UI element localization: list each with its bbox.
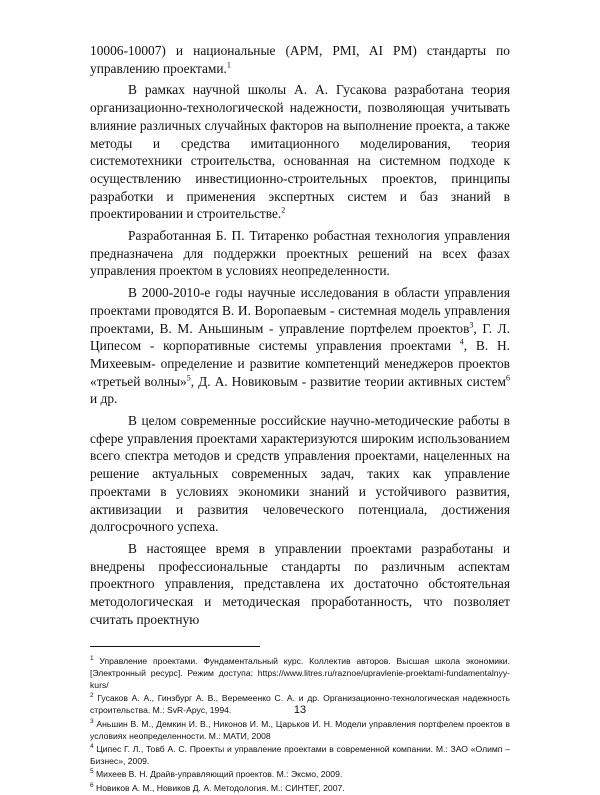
footnote-number: 5 bbox=[90, 768, 94, 776]
footnote-text: Аньшин В. М., Демкин И. В., Никонов И. М., Царьков И. Н. Модели управления портфелем проектов в условиях неопределенности. М.: МАТИ, 2008 bbox=[90, 718, 510, 741]
body-text bbox=[90, 42, 510, 629]
paragraph-text: , В. Н. Михеевым- определение и развитие компетенций менеджеров проектов «третьей волны» bbox=[90, 338, 511, 389]
footnote-number: 1 bbox=[90, 654, 94, 662]
paragraph-text: В рамках научной школы А. А. Гусакова разработана теория организационно-технологической надежности, позволяющая учитывать влияние различных случайных факторов на выполнение проекта, а также методы и средства имитационного моделирования, теория системотехники строительства, основанная на системном подходе к осуществлению инвестиционно-строительных проектов, принципы разработки и применения экспертных систем и баз знаний в проектировании и строительстве. bbox=[90, 82, 510, 222]
document-page bbox=[90, 42, 510, 795]
footnote-marker: 3 bbox=[469, 320, 474, 330]
paragraph-5 bbox=[90, 412, 510, 536]
footnote-1 bbox=[90, 655, 510, 692]
paragraph-3 bbox=[90, 227, 510, 280]
paragraph-1 bbox=[90, 42, 510, 77]
paragraph-4 bbox=[90, 284, 510, 408]
footnote-text: Ципес Г. Л., Товб А. С. Проекты и управление проектами в современной компании. М.: ЗАО «Олимп – Бизнес», 2009. bbox=[90, 743, 510, 767]
footnote-text: Управление проектами. Фундаментальный курс. Коллектив авторов. Высшая школа экономики. [Электронный ресурс]. Режим доступа: https://www.litres.ru/raznoe/upravlenie-proektami-fundamentalnyy-kurs/ bbox=[90, 655, 510, 690]
page-number: 13 bbox=[293, 704, 307, 716]
footnote-5 bbox=[90, 768, 510, 780]
footnote-number: 2 bbox=[90, 692, 94, 700]
paragraph-6 bbox=[90, 540, 510, 629]
footnote-marker: 6 bbox=[506, 373, 510, 383]
footnote-marker: 1 bbox=[226, 60, 231, 70]
paragraph-text: и др. bbox=[90, 391, 118, 407]
footnote-number: 6 bbox=[90, 781, 94, 789]
footnote-number: 3 bbox=[90, 717, 94, 725]
paragraph-text: В целом современные российские научно-методические работы в сфере управления проектами характеризуются широким использованием всего спектра методов и средств управления проектами, нацеленных на решение актуальных современных задач, таких как управление проектами в условиях экономики знаний и устойчивого развития, активизации и развития человеческого потенциала, достижения долгосрочного успеха. bbox=[90, 413, 510, 535]
paragraph-text: , Г. Л. Ципесом - корпоративные системы управления проектами bbox=[90, 320, 510, 354]
footnote-6 bbox=[90, 782, 510, 794]
footnotes bbox=[90, 655, 510, 794]
footnote-divider bbox=[90, 646, 260, 647]
footnote-text: Михеев В. Н. Драйв-управляющий проектов. М.: Эксмо, 2009. bbox=[93, 769, 343, 780]
paragraph-text: В настоящее время в управлении проектами разработаны и внедрены профессиональные стандарты по различным аспектам проектного управления, представлена их достаточно обстоятельная методологическая и методическая проработанность, что позволяет считать проектную bbox=[90, 540, 510, 627]
paragraph-text: Разработанная Б. П. Титаренко робастная технология управления предназначена для поддержки проектных решений на всех фазах управления проектом в условиях неопределенности. bbox=[90, 228, 510, 279]
footnote-marker: 5 bbox=[186, 373, 191, 383]
paragraph-text: , Д. А. Новиковым - развитие теории активных систем bbox=[190, 373, 506, 389]
footnote-marker: 2 bbox=[281, 205, 286, 215]
footnote-4 bbox=[90, 743, 510, 767]
footnote-number: 4 bbox=[90, 743, 94, 751]
footnote-marker: 4 bbox=[459, 337, 464, 347]
paragraph-2 bbox=[90, 81, 510, 223]
paragraph-text: 10006-10007) и национальные (APM, PMI, AI PM) стандарты по управлению проектами. bbox=[90, 43, 510, 76]
footnote-text: Гусаков А. А., Гинзбург А. В., Веремеенко С. А. и др. Организационно-технологическая надежность строительства. М.: SvR-Арус, 1994. bbox=[90, 693, 510, 716]
footnote-text: Новиков А. М., Новиков Д. А. Методология. М.: СИНТЕГ, 2007. bbox=[93, 782, 345, 793]
footnote-3 bbox=[90, 718, 510, 742]
paragraph-text: В 2000-2010-е годы научные исследования в области управления проектами проводятся В. И. Воропаевым - системная модель управления проектами, В. М. Аньшиным - управление портфелем проектов bbox=[90, 285, 510, 336]
